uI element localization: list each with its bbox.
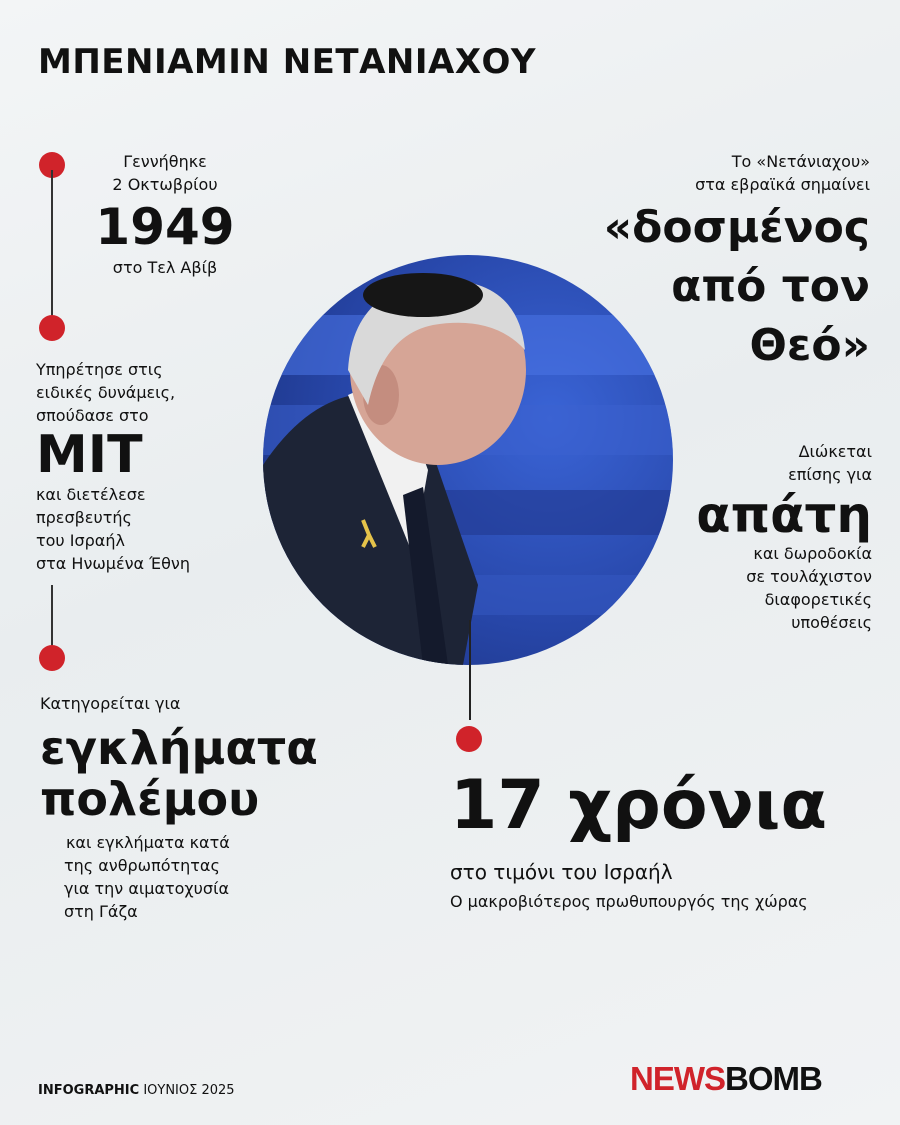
footer-label-bold: INFOGRAPHIC [38,1083,140,1098]
career-highlight: MIT [36,425,143,485]
fraud-line: διαφορετικές [764,590,872,609]
war-crimes-intro: Κατηγορείται για [40,694,181,713]
name-meaning-line: στα εβραϊκά σημαίνει [695,175,870,194]
war-crimes-line: στη Γάζα [64,902,138,921]
years-in-power-block [450,766,870,911]
timeline-dot-middle [39,315,65,341]
war-crimes-block [40,692,360,923]
timeline-line-top [51,170,53,320]
war-crimes-highlight: εγκλήματα [40,721,318,775]
page-title: ΜΠΕΝΙΑΜΙΝ ΝΕΤΑΝΙΑΧΟΥ [38,42,537,82]
career-line: και διετέλεσε [36,485,146,504]
years-note: Ο μακροβιότερος πρωθυπουργός της χώρας [450,892,808,911]
fraud-line: επίσης για [788,465,872,484]
fraud-line: και δωροδοκία [753,544,872,563]
name-meaning-highlight: από τον [671,261,870,312]
footer-label [38,1083,235,1098]
portrait-photo [263,255,673,665]
fraud-line: υποθέσεις [791,613,872,632]
footer-label-date: ΙΟΥΝΙΟΣ 2025 [139,1083,235,1098]
name-meaning-highlight: «δοσμένος [603,202,870,253]
born-place: στο Τελ Αβίβ [112,258,218,277]
logo-part-news: NEWS [630,1060,725,1097]
years-dot [456,726,482,752]
career-line: στα Ηνωμένα Έθνη [36,554,190,573]
fraud-block [640,440,872,634]
career-line: σπούδασε στο [36,406,149,425]
name-meaning-line: Το «Νετάνιαχου» [731,152,870,171]
war-crimes-line: για την αιματοχυσία [64,879,230,898]
career-line: Υπηρέτησε στις [36,360,163,379]
war-crimes-line: της ανθρωπότητας [64,856,220,875]
born-label: Γεννήθηκε [123,152,207,171]
years-subtitle: στο τιμόνι του Ισραήλ [450,860,673,884]
career-block [36,358,246,575]
years-connector-line [469,620,471,720]
newsbomb-logo[interactable] [630,1060,822,1098]
fraud-line: Διώκεται [798,442,872,461]
career-line: πρεσβευτής [36,508,132,527]
portrait-illustration [263,255,673,665]
name-meaning-highlight: Θεό» [749,320,870,371]
war-crimes-line: και εγκλήματα κατά [66,833,230,852]
career-line: ειδικές δυνάμεις, [36,383,176,402]
born-block [80,150,250,279]
years-highlight: 17 χρόνια [450,766,828,845]
born-date: 2 Οκτωβρίου [112,175,218,194]
war-crimes-highlight: πολέμου [40,772,260,826]
career-line: του Ισραήλ [36,531,125,550]
fraud-line: σε τουλάχιστον [746,567,872,586]
fraud-highlight: απάτη [696,486,872,544]
logo-part-bomb: BOMB [725,1060,822,1097]
born-year: 1949 [95,198,235,256]
timeline-dot-bottom [39,645,65,671]
